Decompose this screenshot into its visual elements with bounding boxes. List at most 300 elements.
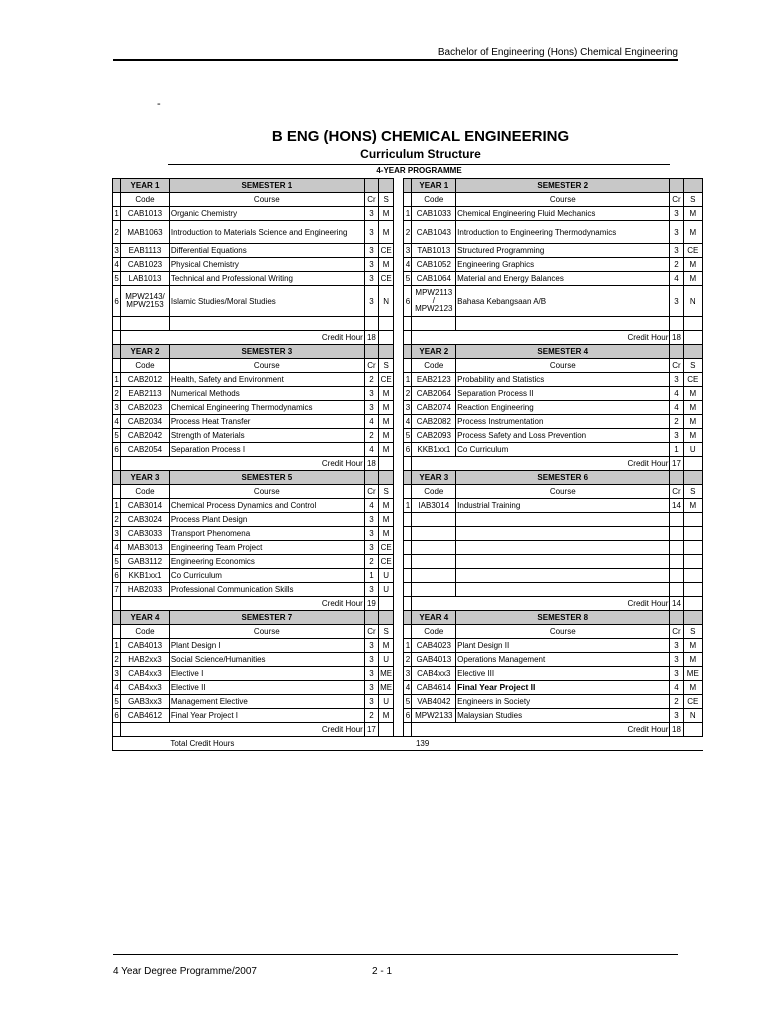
column-gap — [394, 345, 404, 359]
course-code: CAB2023 — [121, 401, 170, 415]
course-number: 1 — [113, 373, 121, 387]
course-code: LAB1013 — [121, 272, 170, 286]
course-name: Reaction Engineering — [456, 401, 670, 415]
course-number: 6 — [113, 443, 121, 457]
course-status: CE — [683, 244, 702, 258]
course-credits: 3 — [364, 541, 378, 555]
credit-hour-total: 18 — [670, 723, 683, 737]
course-row — [113, 272, 703, 286]
course-name: Industrial Training — [456, 499, 670, 513]
empty-cell — [394, 737, 404, 751]
column-gap — [394, 639, 404, 653]
course-code: MPW2133 — [412, 709, 456, 723]
year-label: YEAR 1 — [121, 179, 170, 193]
column-header-row — [113, 625, 703, 639]
course-status: M — [379, 401, 394, 415]
course-credits: 3 — [364, 244, 378, 258]
course-name: Elective II — [169, 681, 364, 695]
header-blank — [404, 345, 412, 359]
course-credits: 2 — [364, 429, 378, 443]
course-code: CAB1043 — [412, 221, 456, 244]
credit-hour-row — [113, 723, 703, 737]
course-number: 7 — [113, 583, 121, 597]
column-header-credit: Cr — [364, 625, 378, 639]
course-name: Engineering Economics — [169, 555, 364, 569]
empty-cell — [683, 331, 702, 345]
course-status — [683, 513, 702, 527]
semester-label: SEMESTER 4 — [456, 345, 670, 359]
course-number: 4 — [404, 415, 412, 429]
course-credits: 3 — [364, 583, 378, 597]
course-status: M — [683, 207, 702, 221]
course-row — [113, 541, 703, 555]
course-number: 2 — [404, 221, 412, 244]
course-code: MAB1063 — [121, 221, 170, 244]
course-number: 5 — [113, 429, 121, 443]
course-name: Malaysian Studies — [456, 709, 670, 723]
semester-label: SEMESTER 8 — [456, 611, 670, 625]
course-number: 1 — [404, 207, 412, 221]
course-number: 5 — [404, 695, 412, 709]
empty-cell — [113, 331, 121, 345]
course-status: ME — [379, 681, 394, 695]
course-name: Chemical Process Dynamics and Control — [169, 499, 364, 513]
column-header-credit: Cr — [670, 485, 683, 499]
column-header-course: Course — [456, 193, 670, 207]
column-header-number — [404, 485, 412, 499]
course-credits: 3 — [670, 221, 683, 244]
course-number: 1 — [113, 499, 121, 513]
column-gap — [394, 373, 404, 387]
course-credits — [670, 569, 683, 583]
empty-cell — [683, 723, 702, 737]
course-row — [113, 244, 703, 258]
course-row — [113, 709, 703, 723]
course-code: HAB2xx3 — [121, 653, 170, 667]
course-number: 5 — [113, 555, 121, 569]
semester-label: SEMESTER 1 — [169, 179, 364, 193]
course-credits: 3 — [670, 667, 683, 681]
course-code: GAB3xx3 — [121, 695, 170, 709]
empty-cell — [670, 583, 683, 597]
course-code: MPW2143/ MPW2153 — [121, 286, 170, 317]
course-number: 2 — [113, 653, 121, 667]
credit-hour-label: Credit Hour — [412, 723, 670, 737]
course-credits: 3 — [364, 286, 378, 317]
course-row — [113, 207, 703, 221]
course-code: MPW2113 / MPW2123 — [412, 286, 456, 317]
empty-cell — [456, 737, 670, 751]
course-credits — [670, 541, 683, 555]
header-blank — [670, 345, 683, 359]
header-blank — [364, 179, 378, 193]
course-code: CAB3033 — [121, 527, 170, 541]
course-code: CAB3024 — [121, 513, 170, 527]
course-status — [683, 555, 702, 569]
course-credits: 4 — [670, 681, 683, 695]
course-number: 1 — [113, 207, 121, 221]
course-name — [456, 555, 670, 569]
header-blank — [683, 345, 702, 359]
total-credit-label: Total Credit Hours — [169, 737, 364, 751]
course-code — [412, 513, 456, 527]
course-code: TAB1013 — [412, 244, 456, 258]
course-code: CAB3014 — [121, 499, 170, 513]
course-code: CAB1023 — [121, 258, 170, 272]
credit-hour-row — [113, 457, 703, 471]
course-status: M — [379, 499, 394, 513]
course-code: CAB2064 — [412, 387, 456, 401]
course-number: 3 — [113, 244, 121, 258]
course-number: 3 — [404, 244, 412, 258]
course-credits: 14 — [670, 499, 683, 513]
column-header-status: S — [379, 193, 394, 207]
course-status: M — [379, 527, 394, 541]
course-name: Differential Equations — [169, 244, 364, 258]
column-header-row — [113, 485, 703, 499]
course-code: IAB3014 — [412, 499, 456, 513]
course-status: N — [683, 709, 702, 723]
column-header-number — [404, 625, 412, 639]
credit-hour-label: Credit Hour — [121, 597, 365, 611]
course-number: 2 — [113, 513, 121, 527]
column-header-credit: Cr — [364, 485, 378, 499]
year-label: YEAR 3 — [412, 471, 456, 485]
column-header-status: S — [683, 625, 702, 639]
course-credits: 3 — [364, 695, 378, 709]
course-code: VAB4042 — [412, 695, 456, 709]
course-number: 6 — [404, 709, 412, 723]
course-code: CAB4023 — [412, 639, 456, 653]
course-status — [683, 569, 702, 583]
course-status: M — [683, 272, 702, 286]
header-blank — [379, 471, 394, 485]
year-label: YEAR 4 — [121, 611, 170, 625]
empty-cell — [379, 597, 394, 611]
course-name — [456, 541, 670, 555]
course-number — [404, 541, 412, 555]
course-number: 5 — [113, 272, 121, 286]
course-number — [404, 527, 412, 541]
column-gap — [394, 331, 404, 345]
course-row — [113, 555, 703, 569]
course-status: CE — [683, 695, 702, 709]
column-header-status: S — [683, 485, 702, 499]
course-credits: 2 — [670, 695, 683, 709]
empty-cell — [379, 331, 394, 345]
course-credits: 2 — [364, 709, 378, 723]
header-blank — [683, 179, 702, 193]
course-credits: 3 — [364, 221, 378, 244]
course-row — [113, 415, 703, 429]
empty-cell — [404, 737, 412, 751]
course-number: 6 — [113, 286, 121, 317]
course-code: GAB4013 — [412, 653, 456, 667]
header-blank — [113, 471, 121, 485]
column-header-code: Code — [121, 193, 170, 207]
credit-hour-total: 18 — [670, 331, 683, 345]
course-name: Co Curriculum — [456, 443, 670, 457]
empty-cell — [683, 597, 702, 611]
course-status — [683, 527, 702, 541]
course-name: Process Plant Design — [169, 513, 364, 527]
column-header-course: Course — [456, 359, 670, 373]
column-gap — [394, 611, 404, 625]
course-code: CAB2082 — [412, 415, 456, 429]
column-header-status: S — [379, 625, 394, 639]
column-header-number — [404, 359, 412, 373]
course-row — [113, 499, 703, 513]
column-gap — [394, 667, 404, 681]
course-credits: 2 — [670, 415, 683, 429]
course-credits: 3 — [670, 286, 683, 317]
header-blank — [670, 179, 683, 193]
course-credits: 3 — [364, 258, 378, 272]
credit-hour-total: 17 — [670, 457, 683, 471]
column-gap — [394, 193, 404, 207]
column-header-credit: Cr — [670, 359, 683, 373]
course-credits — [670, 317, 683, 331]
column-gap — [394, 583, 404, 597]
header-blank — [404, 611, 412, 625]
course-status: M — [683, 429, 702, 443]
course-credits: 3 — [364, 513, 378, 527]
course-credits: 3 — [364, 667, 378, 681]
empty-cell — [113, 737, 121, 751]
course-status: M — [379, 513, 394, 527]
course-code: CAB4013 — [121, 639, 170, 653]
course-status: M — [379, 443, 394, 457]
course-name: Chemical Engineering Thermodynamics — [169, 401, 364, 415]
course-code — [412, 527, 456, 541]
column-gap — [394, 695, 404, 709]
column-header-course: Course — [456, 625, 670, 639]
column-gap — [394, 359, 404, 373]
course-credits: 4 — [670, 387, 683, 401]
course-number: 5 — [113, 695, 121, 709]
header-blank — [113, 345, 121, 359]
course-status: M — [683, 639, 702, 653]
course-name: Social Science/Humanities — [169, 653, 364, 667]
course-credits — [364, 317, 378, 331]
course-row — [113, 373, 703, 387]
course-status: M — [683, 415, 702, 429]
course-number: 4 — [404, 258, 412, 272]
course-number — [404, 569, 412, 583]
course-row — [113, 583, 703, 597]
course-status — [683, 541, 702, 555]
course-credits: 3 — [364, 681, 378, 695]
course-status: M — [683, 499, 702, 513]
course-credits: 1 — [670, 443, 683, 457]
course-code — [412, 317, 456, 331]
course-name: Elective I — [169, 667, 364, 681]
course-code: CAB1033 — [412, 207, 456, 221]
course-number: 3 — [113, 527, 121, 541]
credit-hour-total: 19 — [364, 597, 378, 611]
course-name — [456, 569, 670, 583]
course-status: U — [683, 443, 702, 457]
course-credits: 4 — [364, 415, 378, 429]
total-credit-value: 139 — [412, 737, 456, 751]
course-name: Physical Chemistry — [169, 258, 364, 272]
column-header-course: Course — [169, 485, 364, 499]
column-header-number — [113, 193, 121, 207]
course-status: M — [683, 387, 702, 401]
course-name: Process Heat Transfer — [169, 415, 364, 429]
course-credits: 3 — [670, 244, 683, 258]
running-header: Bachelor of Engineering (Hons) Chemical Engineering — [437, 47, 678, 58]
year-label: YEAR 2 — [121, 345, 170, 359]
empty-cell — [113, 723, 121, 737]
header-rule — [113, 59, 678, 61]
empty-cell — [404, 457, 412, 471]
course-code: EAB2123 — [412, 373, 456, 387]
course-code: KKB1xx1 — [412, 443, 456, 457]
course-status: CE — [379, 244, 394, 258]
course-status: CE — [379, 541, 394, 555]
course-credits: 3 — [670, 639, 683, 653]
course-number: 1 — [404, 639, 412, 653]
column-header-status: S — [683, 193, 702, 207]
semester-label: SEMESTER 6 — [456, 471, 670, 485]
course-code: KKB1xx1 — [121, 569, 170, 583]
course-row — [113, 695, 703, 709]
credit-hour-label: Credit Hour — [412, 457, 670, 471]
header-blank — [364, 345, 378, 359]
footer-page-number: 2 - 1 — [372, 966, 393, 977]
course-status: M — [683, 221, 702, 244]
course-name: Islamic Studies/Moral Studies — [169, 286, 364, 317]
course-name: Chemical Engineering Fluid Mechanics — [456, 207, 670, 221]
course-name: Engineering Graphics — [456, 258, 670, 272]
column-gap — [394, 244, 404, 258]
column-header-credit: Cr — [364, 193, 378, 207]
course-name: Introduction to Materials Science and Engineering — [169, 221, 364, 244]
course-name — [456, 513, 670, 527]
column-header-number — [404, 193, 412, 207]
course-status: U — [379, 653, 394, 667]
course-status: M — [379, 387, 394, 401]
course-code — [412, 541, 456, 555]
column-header-code: Code — [121, 485, 170, 499]
header-blank — [404, 471, 412, 485]
course-status: CE — [379, 272, 394, 286]
header-blank — [113, 179, 121, 193]
course-name: Management Elective — [169, 695, 364, 709]
course-credits: 1 — [364, 569, 378, 583]
credit-hour-total: 14 — [670, 597, 683, 611]
column-header-number — [113, 625, 121, 639]
course-name: Process Safety and Loss Prevention — [456, 429, 670, 443]
course-status: M — [683, 401, 702, 415]
column-gap — [394, 569, 404, 583]
column-header-course: Course — [169, 193, 364, 207]
course-credits: 2 — [670, 258, 683, 272]
course-status — [379, 317, 394, 331]
course-number: 4 — [404, 681, 412, 695]
course-code: CAB2093 — [412, 429, 456, 443]
course-row — [113, 681, 703, 695]
course-row — [113, 401, 703, 415]
course-code: CAB2012 — [121, 373, 170, 387]
course-name: Co Curriculum — [169, 569, 364, 583]
empty-cell — [683, 737, 702, 751]
empty-cell — [113, 597, 121, 611]
course-name: Probability and Statistics — [456, 373, 670, 387]
course-status: M — [379, 415, 394, 429]
column-header-credit: Cr — [364, 359, 378, 373]
credit-hour-label: Credit Hour — [121, 723, 365, 737]
course-number: 2 — [404, 387, 412, 401]
course-status: M — [379, 221, 394, 244]
course-credits — [670, 513, 683, 527]
course-status: M — [683, 258, 702, 272]
column-gap — [394, 471, 404, 485]
course-code: CAB2042 — [121, 429, 170, 443]
column-header-code: Code — [121, 359, 170, 373]
credit-hour-row — [113, 597, 703, 611]
column-header-code: Code — [412, 485, 456, 499]
column-header-course: Course — [456, 485, 670, 499]
year-label: YEAR 2 — [412, 345, 456, 359]
course-name: Final Year Project II — [456, 681, 670, 695]
column-gap — [394, 485, 404, 499]
stray-dash: - — [157, 98, 161, 110]
empty-cell — [412, 583, 456, 597]
course-code: CAB2074 — [412, 401, 456, 415]
course-status — [683, 317, 702, 331]
course-number: 2 — [113, 221, 121, 244]
empty-cell — [404, 583, 412, 597]
course-name: Organic Chemistry — [169, 207, 364, 221]
course-name — [456, 527, 670, 541]
course-row — [113, 429, 703, 443]
course-status: N — [379, 286, 394, 317]
course-number: 1 — [113, 639, 121, 653]
course-code: CAB4614 — [412, 681, 456, 695]
course-row — [113, 221, 703, 244]
column-header-credit: Cr — [670, 625, 683, 639]
column-header-row — [113, 359, 703, 373]
course-code: CAB1013 — [121, 207, 170, 221]
course-credits: 3 — [670, 429, 683, 443]
header-blank — [364, 471, 378, 485]
course-name: Plant Design I — [169, 639, 364, 653]
course-credits: 3 — [670, 653, 683, 667]
course-code: MAB3013 — [121, 541, 170, 555]
column-gap — [394, 415, 404, 429]
year-label: YEAR 1 — [412, 179, 456, 193]
course-number: 3 — [404, 667, 412, 681]
column-header-status: S — [683, 359, 702, 373]
course-name: Plant Design II — [456, 639, 670, 653]
course-credits: 4 — [364, 499, 378, 513]
credit-hour-total: 18 — [364, 457, 378, 471]
column-gap — [394, 555, 404, 569]
credit-hour-row — [113, 331, 703, 345]
course-status: U — [379, 695, 394, 709]
course-name: Final Year Project I — [169, 709, 364, 723]
year-label: YEAR 4 — [412, 611, 456, 625]
column-gap — [394, 597, 404, 611]
course-row — [113, 317, 703, 331]
course-row — [113, 653, 703, 667]
header-blank — [683, 611, 702, 625]
credit-hour-total: 18 — [364, 331, 378, 345]
column-gap — [394, 625, 404, 639]
course-credits: 3 — [670, 207, 683, 221]
